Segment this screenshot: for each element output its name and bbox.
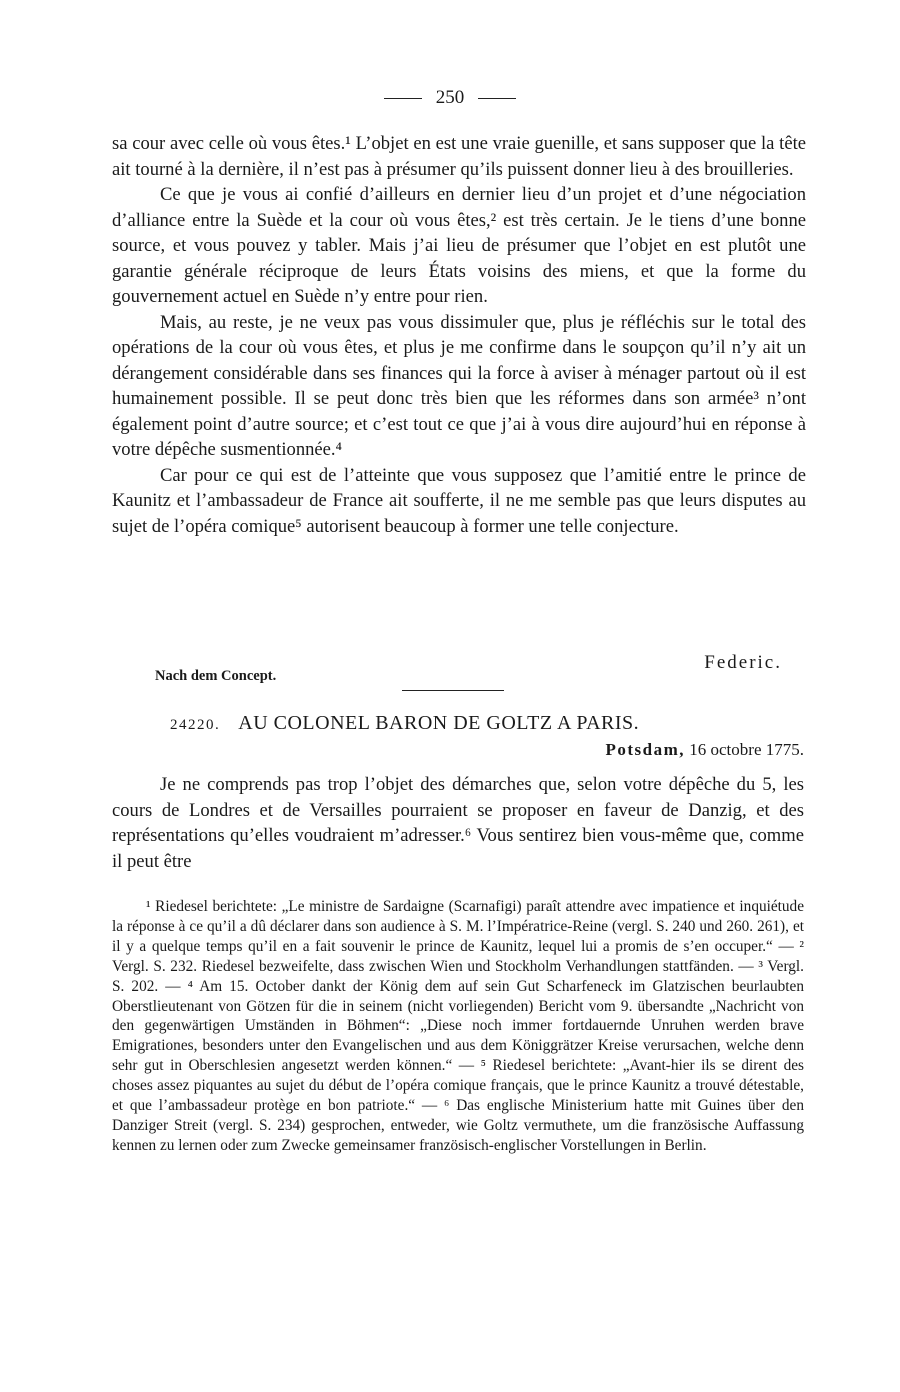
paragraph-3: Mais, au reste, je ne veux pas vous dissimuler que, plus je réfléchis sur le total des opérations de la cour où vous êtes, et plus je me confirme dans le soupçon qu’il n’y ait un dérangement considérable dans ses finances qui la force à aviser à ménager partout où il est humainement possible. Il se peut donc très bien que les réformes dans son armée³ n’ont également point d’autre source; et c’est tout ce que j’ai à vous dire aujourd’hui en réponse à votre dépêche susmentionnée.⁴ xyxy=(112,311,806,460)
letter-title: AU COLONEL BARON DE GOLTZ A PARIS. xyxy=(238,712,640,734)
paragraph-2: Ce que je vous ai confié d’ailleurs en dernier lieu d’un projet et d’une négociation d’alliance entre la Suède et la cour où vous êtes,² est très certain. Je le tiens d’une bonne source, et vous pouvez y tabler. Mais j’ai lieu de présumer que l’objet en est plutôt une garantie générale réciproque de leurs États voisins des miens, et que la forme du gouvernement actuel en Suède n’y entre pour rien. xyxy=(112,184,806,307)
page-number: 250 xyxy=(435,87,465,108)
footnotes xyxy=(112,897,804,1156)
dateline xyxy=(605,740,804,760)
paragraph-4: Car pour ce qui est de l’atteinte que vous supposez que l’amitié entre le prince de Kaunitz et l’ambassadeur de France ait soufferte, il ne me semble pas que leurs disputes au sujet de l’opéra comique⁵ autorisent beaucoup à former une telle conjecture. xyxy=(112,464,806,537)
letter-text: Je ne comprends pas trop l’objet des démarches que, selon votre dépêche du 5, les cours de Londres et de Versailles pourraient se proposer en faveur de Danzig, et des représentations qu’elles voudraient m’adresser.⁶ Vous sentirez bien vous-même que, comme il peut être xyxy=(112,774,804,872)
paragraph-1: sa cour avec celle où vous êtes.¹ L’objet en est une vraie guenille, et sans supposer que la tête ait tourné à la dernière, il n’est pas à présumer qu’ils puissent donner lieu à des brouilleries. xyxy=(112,133,806,180)
header-dash-right xyxy=(478,98,516,99)
header-dash-left xyxy=(384,98,422,99)
page-header xyxy=(0,86,900,110)
letter-number: 24220. xyxy=(170,717,221,733)
letter-body xyxy=(112,772,804,874)
section-divider xyxy=(402,690,504,691)
dateline-date: 16 octobre 1775. xyxy=(689,740,804,759)
dateline-place: Potsdam, xyxy=(605,740,686,759)
letter-heading xyxy=(170,712,820,735)
source-note: Nach dem Concept. xyxy=(155,668,277,684)
footnotes-text: ¹ Riedesel berichtete: „Le ministre de Sardaigne (Scarnafigi) paraît attendre avec impatience et inquiétude la réponse à ce qu’il a dû déclarer dans son audience à S. M. l’Impératrice-Reine (vergl. S. 240 und 260. 261), et il y a quelque temps qu’il en a fait souvenir le prince de Kaunitz, lequel lui a promis de s’en occuper.“ — ² Vergl. S. 232. Riedesel bezweifelte, dass zwischen Wien und Stockholm Verhandlungen stattfänden. — ³ Vergl. S. 202. — ⁴ Am 15. October dankt der König dem auf sein Gut Scharfeneck im Glatzischen beurlaubten Oberstlieutenant von Götzen für die in seinem (nicht vorliegenden) Bericht vom 9. übersandte „Nachricht von den gegenwärtigen Umständen in Böhmen“: „Diese noch immer fortdauernde Unruhen werden brave Emigrationes, besonders unter den Evangelischen und aus dem Königgrätzer Kreise verursachen, welche denn sehr gut in Oberschlesien angesetzt werden können.“ — ⁵ Riedesel berichtete: „Avant-hier ils se dirent des choses assez piquantes au sujet du début de l’opéra comique français, que le prince Kaunitz a trouvé détestable, et que l’ambassadeur protège en bon patriote.“ — ⁶ Das englische Ministerium hatte mit Guines über den Danziger Streit (vergl. S. 234) gesprochen, entweder, wie Goltz vermuthete, um die französische Auffassung kennen zu lernen oder zum Zwecke gemeinsamer französisch-englischer Vorstellungen in Berlin. xyxy=(112,898,804,1154)
letter-body-continued xyxy=(112,131,806,539)
signature: Federic. xyxy=(704,652,782,673)
